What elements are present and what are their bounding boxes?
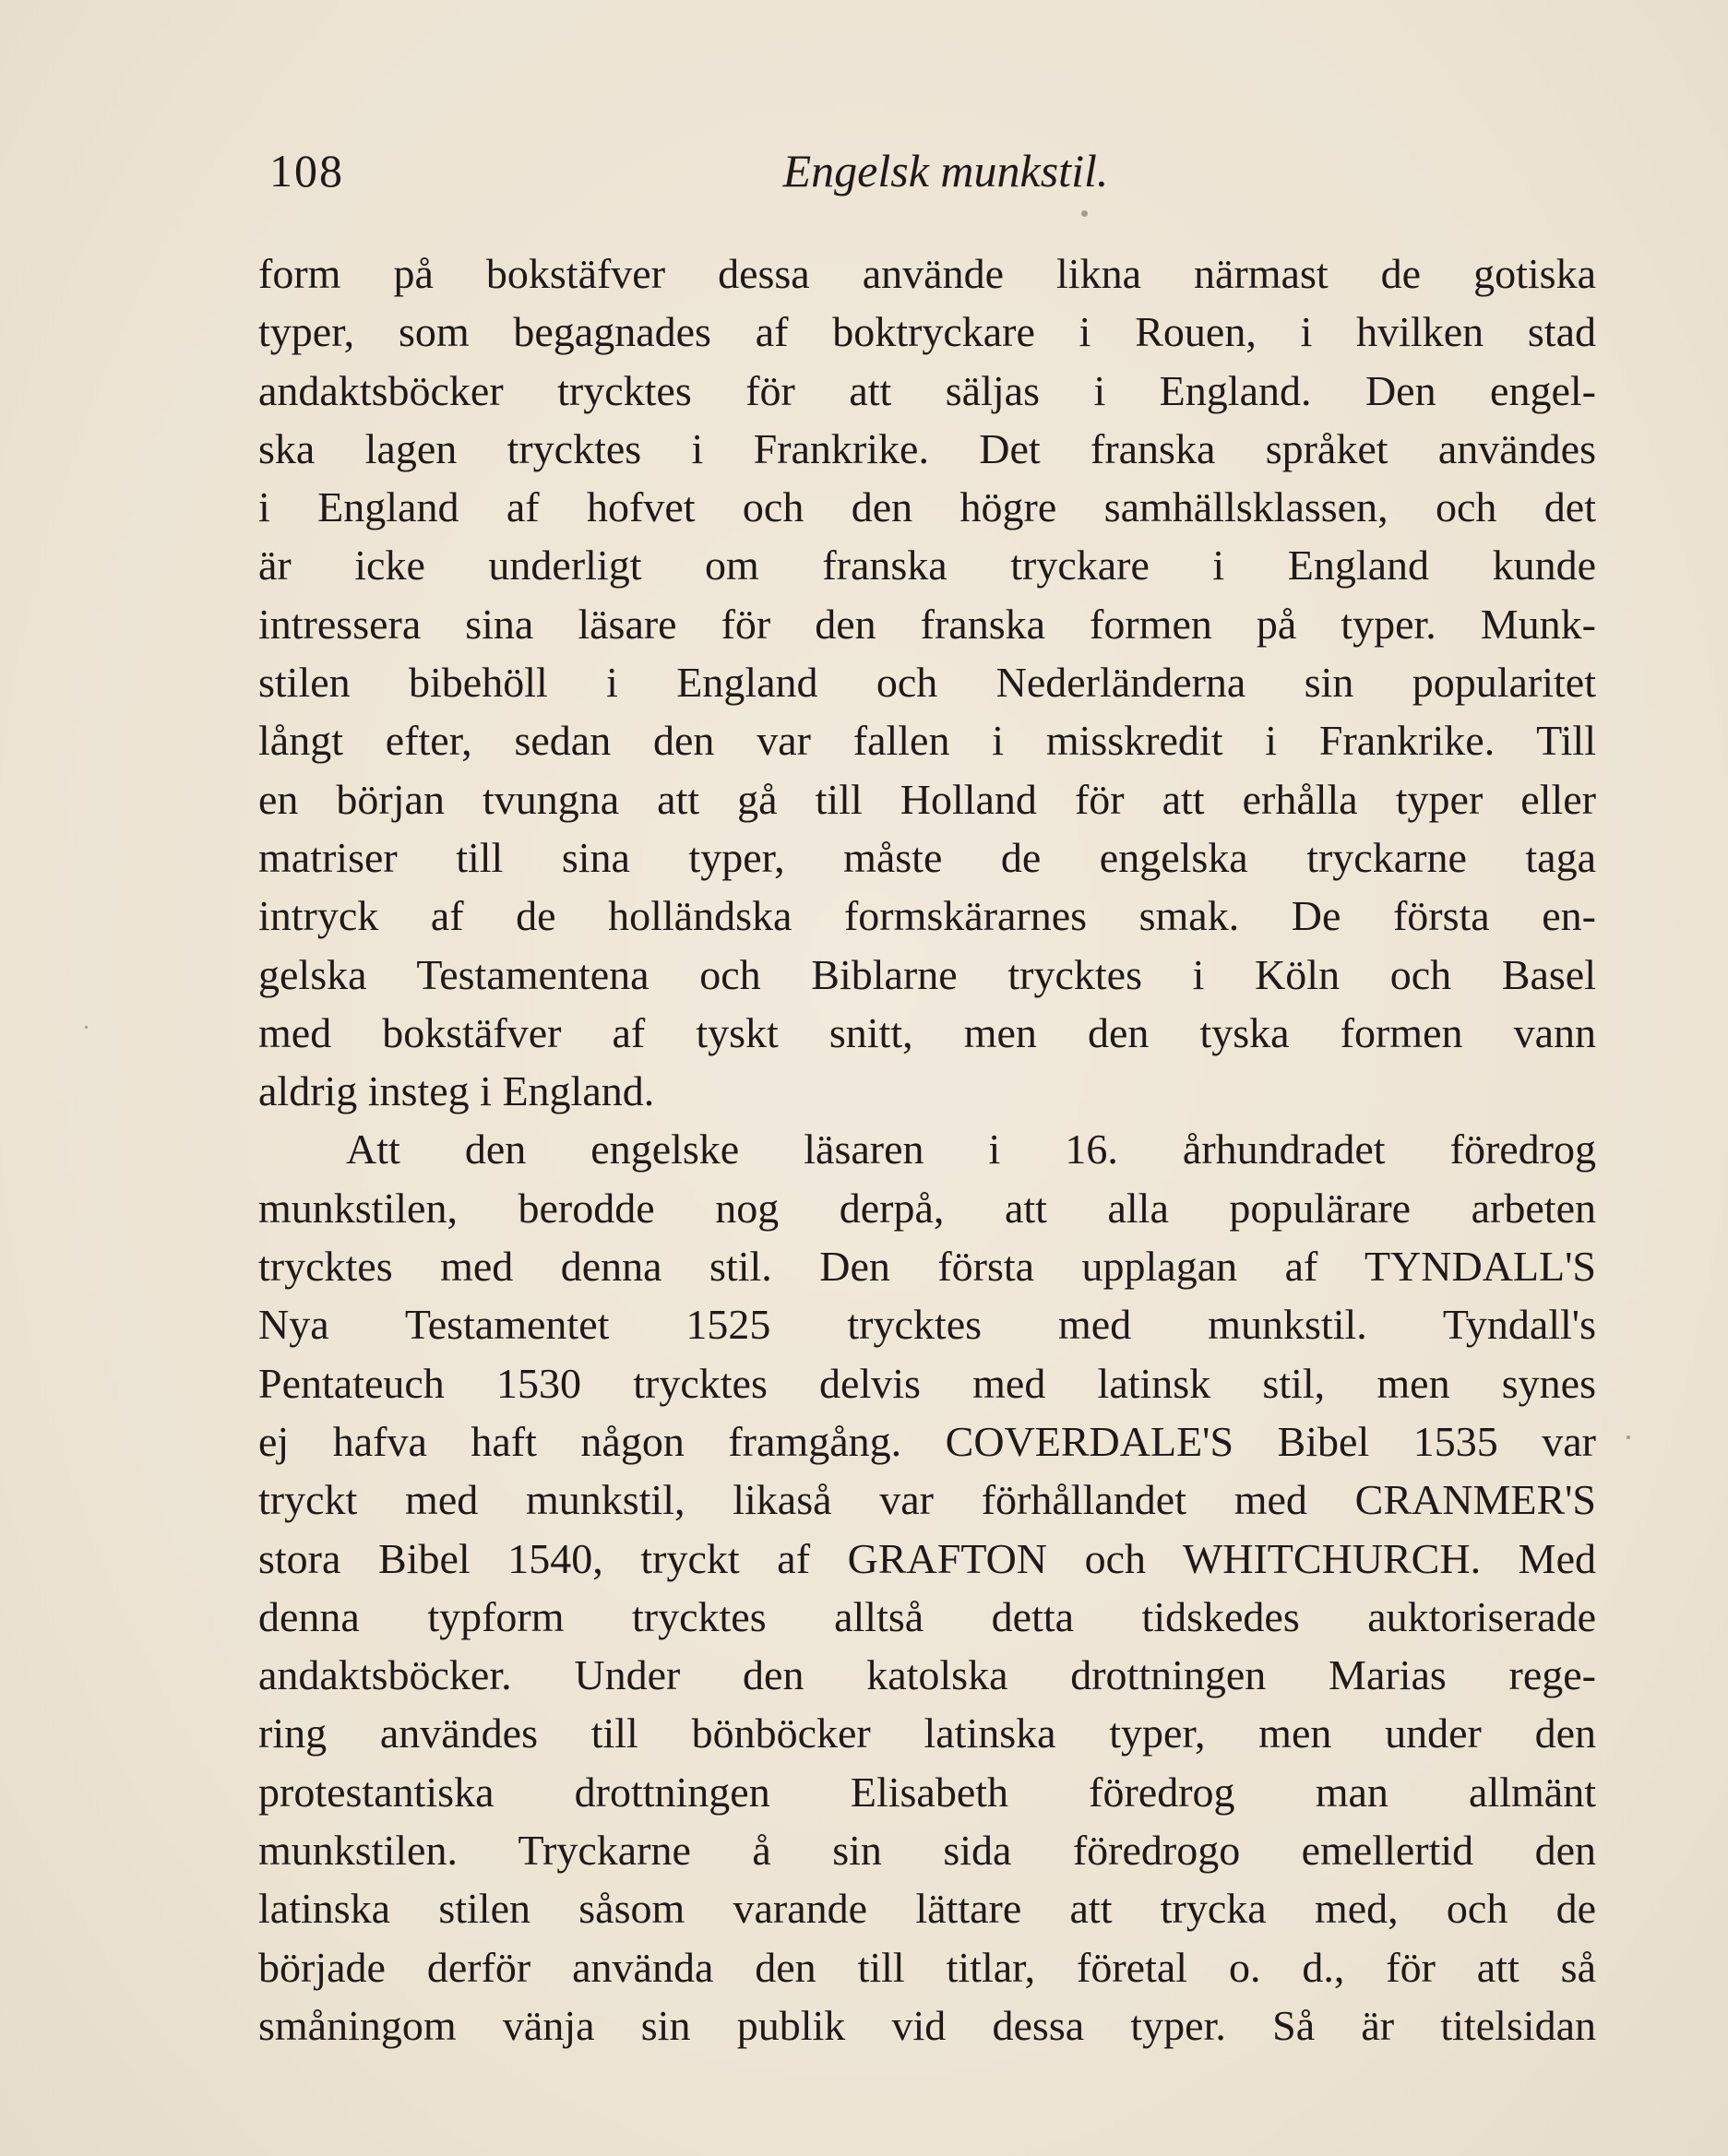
text-line: denna typform trycktes alltså detta tidskedes auktoriserade: [258, 1592, 1596, 1640]
text-line: småningom vänja sin publik vid dessa typer. Så är titelsidan: [258, 2001, 1596, 2049]
text-line: ring användes till bönböcker latinska typer, men under den: [258, 1709, 1596, 1757]
body-text: [258, 244, 1596, 2055]
paragraph-start-line: Att den engelske läsaren i 16. århundradet föredrog: [346, 1126, 1596, 1173]
text-line: Nya Testamentet 1525 trycktes med munkstil. Tyndall's: [258, 1301, 1596, 1349]
text-line: med bokstäfver af tyskt snitt, men den tyska formen vann: [258, 1008, 1596, 1056]
text-line: i England af hofvet och den högre samhällsklassen, och det: [258, 483, 1596, 531]
text-line: intressera sina läsare för den franska formen på typer. Munk-: [258, 600, 1596, 648]
paper-speck: [1627, 1435, 1630, 1439]
text-line: matriser till sina typer, måste de engelska tryckarne taga: [258, 833, 1596, 881]
text-line: andaktsböcker trycktes för att säljas i England. Den engel-: [258, 366, 1596, 414]
text-line: trycktes med denna stil. Den första upplagan af TYNDALL'S: [258, 1243, 1596, 1291]
text-line: andaktsböcker. Under den katolska drottningen Marias rege-: [258, 1651, 1596, 1699]
text-line: ej hafva haft någon framgång. COVERDALE'S Bibel 1535 var: [258, 1417, 1596, 1465]
text-line: latinska stilen såsom varande lättare att trycka med, och de: [258, 1885, 1596, 1933]
running-title: Engelsk munkstil.: [782, 145, 1109, 197]
text-line: ska lagen trycktes i Frankrike. Det franska språket användes: [258, 424, 1596, 472]
text-line: munkstilen. Tryckarne å sin sida föredrogo emellertid den: [258, 1827, 1596, 1875]
paper-speck: [85, 1026, 88, 1029]
page-number: 108: [269, 145, 344, 197]
text-line: gelska Testamentena och Biblarne trycktes i Köln och Basel: [258, 950, 1596, 998]
paper-speck: [1081, 210, 1088, 217]
text-line: protestantiska drottningen Elisabeth föredrog man allmänt: [258, 1768, 1596, 1816]
text-line: en början tvungna att gå till Holland för att erhålla typer eller: [258, 775, 1596, 823]
text-line: stilen bibehöll i England och Nederländerna sin popularitet: [258, 659, 1596, 707]
text-line: tryckt med munkstil, likaså var förhållandet med CRANMER'S: [258, 1476, 1596, 1524]
paragraph-end-line: aldrig insteg i England.: [258, 1067, 655, 1115]
text-line: Pentateuch 1530 trycktes delvis med latinsk stil, men synes: [258, 1359, 1596, 1407]
text-line: typer, som begagnades af boktryckare i Rouen, i hvilken stad: [258, 308, 1596, 356]
running-head: [258, 138, 1596, 203]
text-line: började derför använda den till titlar, företal o. d., för att så: [258, 1943, 1596, 1991]
text-line: är icke underligt om franska tryckare i England kunde: [258, 542, 1596, 590]
text-line: långt efter, sedan den var fallen i misskredit i Frankrike. Till: [258, 717, 1596, 765]
text-line: munkstilen, berodde nog derpå, att alla populärare arbeten: [258, 1184, 1596, 1232]
text-line: stora Bibel 1540, tryckt af GRAFTON och WHITCHURCH. Med: [258, 1534, 1596, 1582]
text-line: intryck af de holländska formskärarnes smak. De första en-: [258, 892, 1596, 940]
text-line: form på bokstäfver dessa använde likna närmast de gotiska: [258, 250, 1596, 297]
